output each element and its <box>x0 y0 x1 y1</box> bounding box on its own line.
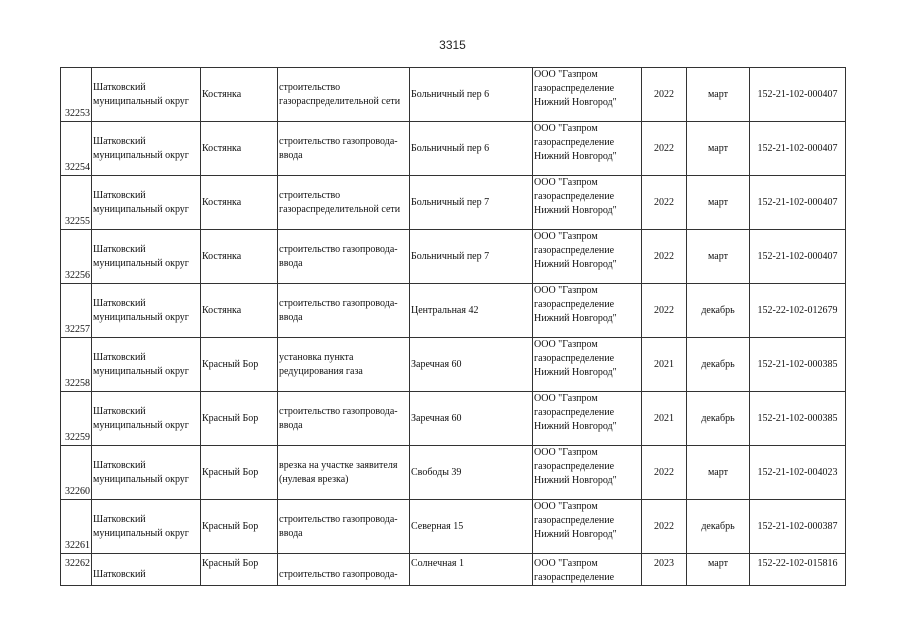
record-number: 32253 <box>61 68 92 122</box>
record-number: 32254 <box>61 122 92 176</box>
locality-cell: Красный Бор <box>201 446 278 500</box>
table-row <box>61 68 846 122</box>
table-row <box>61 176 846 230</box>
year-cell: 2022 <box>642 230 687 284</box>
organization-cell: ООО "Газпром газораспределение Нижний Новгород" <box>533 122 642 176</box>
record-number: 32255 <box>61 176 92 230</box>
code-cell: 152-21-102-000407 <box>750 68 846 122</box>
code-cell: 152-21-102-000407 <box>750 122 846 176</box>
address-cell: Больничный пер 6 <box>410 122 533 176</box>
code-cell: 152-21-102-000385 <box>750 392 846 446</box>
code-cell: 152-22-102-015816 <box>750 554 846 586</box>
locality-cell: Костянка <box>201 68 278 122</box>
organization-cell: ООО "Газпром газораспределение Нижний Новгород" <box>533 68 642 122</box>
work-type-cell: врезка на участке заявителя (нулевая врезка) <box>278 446 410 500</box>
organization-cell: ООО "Газпром газораспределение Нижний Новгород" <box>533 392 642 446</box>
month-cell: март <box>687 554 750 586</box>
work-type-cell: строительство газопровода- ввода <box>278 122 410 176</box>
district-cell: Шатковский муниципальный округ <box>92 392 201 446</box>
record-number: 32260 <box>61 446 92 500</box>
locality-cell: Красный Бор <box>201 500 278 554</box>
code-cell: 152-21-102-000387 <box>750 500 846 554</box>
work-type-cell: строительство газопровода- ввода <box>278 500 410 554</box>
year-cell: 2022 <box>642 176 687 230</box>
code-cell: 152-21-102-000385 <box>750 338 846 392</box>
record-number: 32258 <box>61 338 92 392</box>
table-body <box>61 68 846 586</box>
work-type-cell: установка пункта редуцирования газа <box>278 338 410 392</box>
district-cell: Шатковский муниципальный округ <box>92 68 201 122</box>
district-cell: Шатковский муниципальный округ <box>92 500 201 554</box>
work-type-cell: строительство газопровода- ввода <box>278 230 410 284</box>
locality-cell: Костянка <box>201 284 278 338</box>
month-cell: декабрь <box>687 500 750 554</box>
year-cell: 2022 <box>642 122 687 176</box>
district-cell: Шатковский муниципальный округ <box>92 338 201 392</box>
record-number: 32257 <box>61 284 92 338</box>
address-cell: Больничный пер 7 <box>410 230 533 284</box>
address-cell: Больничный пер 6 <box>410 68 533 122</box>
district-cell: Шатковский муниципальный округ <box>92 122 201 176</box>
work-type-cell: строительство газопровода- ввода <box>278 284 410 338</box>
locality-cell: Костянка <box>201 122 278 176</box>
month-cell: март <box>687 446 750 500</box>
table-row <box>61 122 846 176</box>
organization-cell: ООО "Газпром газораспределение <box>533 554 642 586</box>
district-cell: Шатковский муниципальный округ <box>92 230 201 284</box>
table-row <box>61 500 846 554</box>
code-cell: 152-22-102-012679 <box>750 284 846 338</box>
address-cell: Заречная 60 <box>410 392 533 446</box>
work-type-cell: строительство газораспределительной сети <box>278 68 410 122</box>
month-cell: март <box>687 176 750 230</box>
month-cell: декабрь <box>687 392 750 446</box>
organization-cell: ООО "Газпром газораспределение Нижний Новгород" <box>533 500 642 554</box>
code-cell: 152-21-102-004023 <box>750 446 846 500</box>
work-type-cell: строительство газораспределительной сети <box>278 176 410 230</box>
organization-cell: ООО "Газпром газораспределение Нижний Новгород" <box>533 230 642 284</box>
organization-cell: ООО "Газпром газораспределение Нижний Новгород" <box>533 338 642 392</box>
district-cell: Шатковский муниципальный округ <box>92 284 201 338</box>
locality-cell: Красный Бор <box>201 338 278 392</box>
year-cell: 2022 <box>642 500 687 554</box>
page-number: 3315 <box>439 38 466 52</box>
district-cell: Шатковский муниципальный округ <box>92 176 201 230</box>
record-number: 32262 <box>61 554 92 586</box>
organization-cell: ООО "Газпром газораспределение Нижний Новгород" <box>533 176 642 230</box>
locality-cell: Красный Бор <box>201 554 278 586</box>
table-row <box>61 338 846 392</box>
month-cell: декабрь <box>687 338 750 392</box>
year-cell: 2022 <box>642 68 687 122</box>
table-row <box>61 446 846 500</box>
address-cell: Свободы 39 <box>410 446 533 500</box>
locality-cell: Костянка <box>201 176 278 230</box>
year-cell: 2022 <box>642 446 687 500</box>
year-cell: 2021 <box>642 392 687 446</box>
code-cell: 152-21-102-000407 <box>750 230 846 284</box>
record-number: 32256 <box>61 230 92 284</box>
records-table <box>60 67 846 586</box>
address-cell: Центральная 42 <box>410 284 533 338</box>
year-cell: 2023 <box>642 554 687 586</box>
table-row <box>61 230 846 284</box>
year-cell: 2021 <box>642 338 687 392</box>
table-row <box>61 284 846 338</box>
address-cell: Солнечная 1 <box>410 554 533 586</box>
organization-cell: ООО "Газпром газораспределение Нижний Новгород" <box>533 446 642 500</box>
district-cell: Шатковский муниципальный округ <box>92 446 201 500</box>
work-type-cell: строительство газопровода- <box>278 554 410 586</box>
locality-cell: Красный Бор <box>201 392 278 446</box>
table-row <box>61 554 846 586</box>
record-number: 32259 <box>61 392 92 446</box>
district-cell: Шатковский <box>92 554 201 586</box>
record-number: 32261 <box>61 500 92 554</box>
month-cell: март <box>687 230 750 284</box>
work-type-cell: строительство газопровода- ввода <box>278 392 410 446</box>
locality-cell: Костянка <box>201 230 278 284</box>
year-cell: 2022 <box>642 284 687 338</box>
organization-cell: ООО "Газпром газораспределение Нижний Новгород" <box>533 284 642 338</box>
month-cell: март <box>687 122 750 176</box>
address-cell: Заречная 60 <box>410 338 533 392</box>
month-cell: декабрь <box>687 284 750 338</box>
address-cell: Больничный пер 7 <box>410 176 533 230</box>
address-cell: Северная 15 <box>410 500 533 554</box>
code-cell: 152-21-102-000407 <box>750 176 846 230</box>
month-cell: март <box>687 68 750 122</box>
table-row <box>61 392 846 446</box>
